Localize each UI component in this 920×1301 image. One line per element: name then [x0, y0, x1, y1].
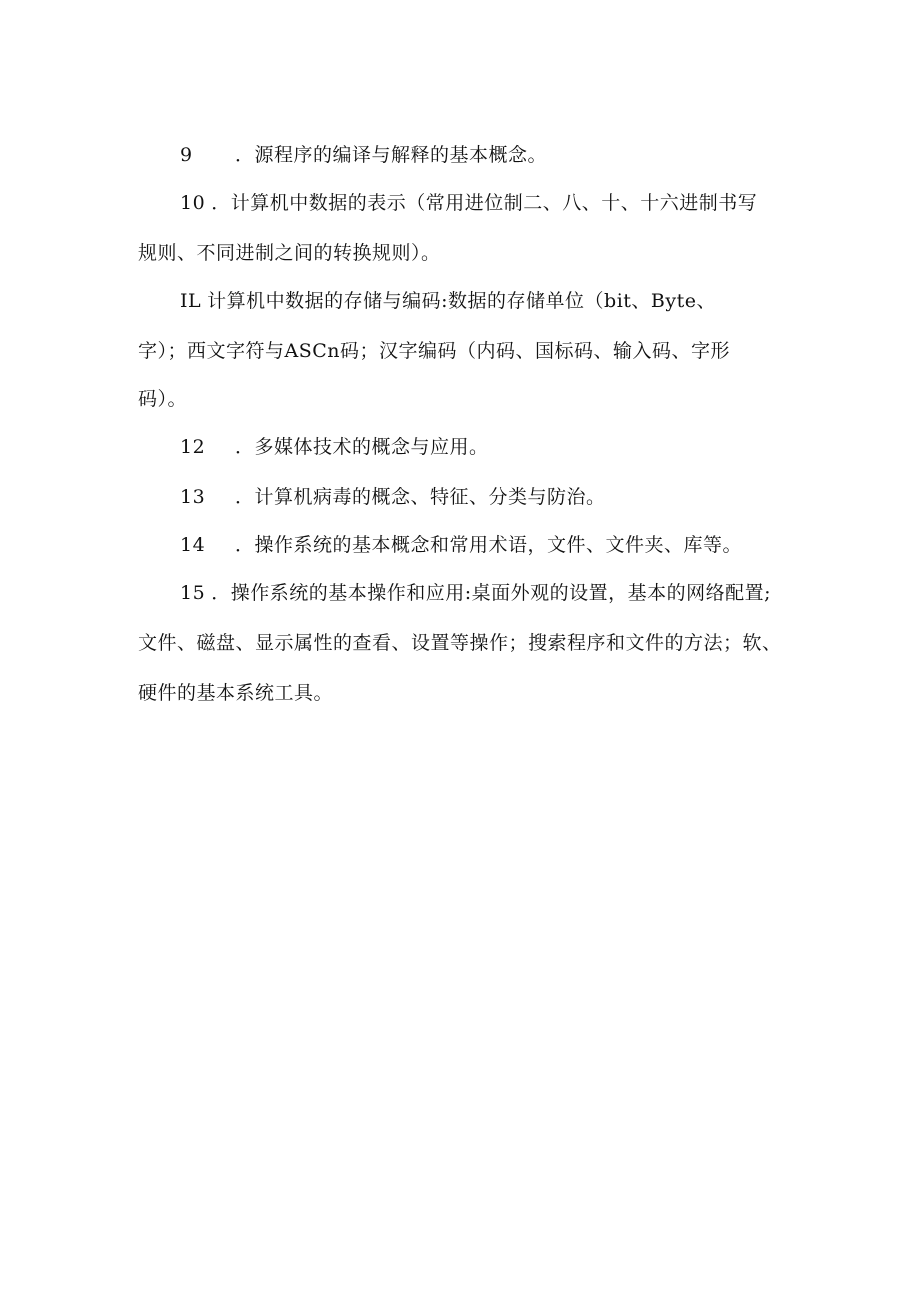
item-number: 13	[180, 486, 206, 508]
item-10-continuation	[138, 242, 441, 264]
item-text: ．计算机中数据的表示（常用进位制二、八、十、十六进制书写	[211, 192, 758, 214]
item-text: ．操作系统的基本概念和常用术语，文件、文件夹、库等。	[235, 534, 743, 556]
item-15	[180, 582, 771, 604]
item-number: 15	[180, 582, 206, 604]
item-number: 12	[180, 436, 206, 458]
item-11-continuation-2	[138, 388, 187, 410]
item-text: ．源程序的编译与解释的基本概念。	[235, 144, 548, 166]
item-number: 10	[180, 192, 206, 214]
item-text-continuation: 字）；西文字符与ASCn码；汉字编码（内码、国标码、输入码、字形	[138, 340, 731, 362]
item-13	[180, 486, 606, 508]
item-9	[180, 144, 547, 166]
item-number: IL	[180, 290, 202, 312]
item-12	[180, 436, 489, 458]
item-text-continuation: 硬件的基本系统工具。	[138, 682, 334, 704]
item-text: 计算机中数据的存储与编码:数据的存储单位（bit、Byte、	[207, 290, 716, 312]
item-text: ．计算机病毒的概念、特征、分类与防治。	[235, 486, 606, 508]
item-15-continuation	[138, 632, 782, 654]
item-number: 9	[180, 144, 193, 166]
item-15-continuation-2	[138, 682, 333, 704]
item-text: ．多媒体技术的概念与应用。	[235, 436, 489, 458]
item-10	[180, 192, 757, 214]
item-11-continuation	[138, 340, 730, 362]
item-text-continuation: 文件、磁盘、显示属性的查看、设置等操作；搜索程序和文件的方法；软、	[138, 632, 782, 654]
item-text-continuation: 码）。	[138, 388, 188, 410]
item-text: ．操作系统的基本操作和应用:桌面外观的设置，基本的网络配置;	[211, 582, 771, 604]
item-number: 14	[180, 534, 206, 556]
item-14	[180, 534, 742, 556]
item-11	[180, 290, 716, 312]
item-text-continuation: 规则、不同进制之间的转换规则）。	[138, 242, 441, 264]
